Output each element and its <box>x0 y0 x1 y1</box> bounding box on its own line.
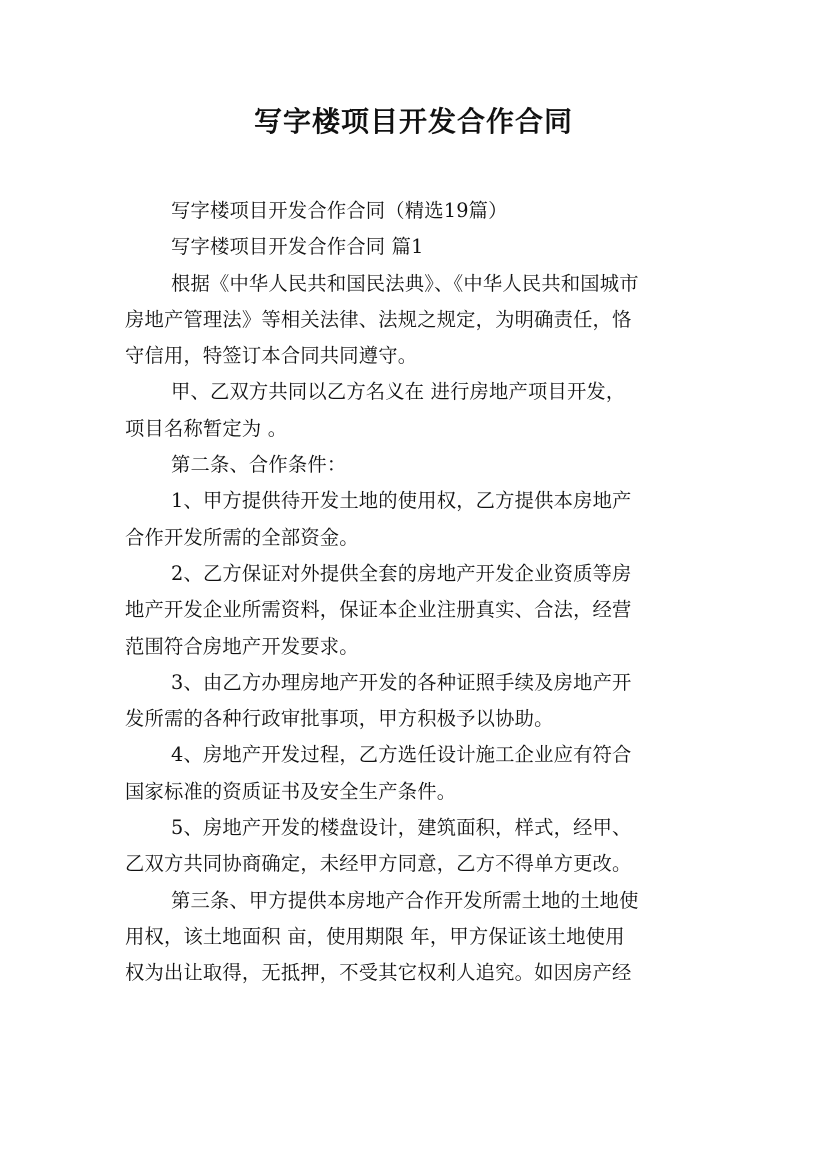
clause-heading: 第二条、合作条件： <box>171 453 347 477</box>
document-title: 写字楼项目开发合作合同 <box>253 105 573 138</box>
paragraph-line: 用权，该土地面积 亩，使用期限 年，甲方保证该土地使用 <box>125 924 625 948</box>
paragraph-line: 守信用，特签订本合同共同遵守。 <box>125 344 418 368</box>
paragraph-line: 4、房地产开发过程，乙方选任设计施工企业应有符合 <box>171 743 632 767</box>
paragraph-line: 2、乙方保证对外提供全套的房地产开发企业资质等房 <box>171 561 632 585</box>
section-heading: 写字楼项目开发合作合同 篇1 <box>171 235 424 259</box>
paragraph-line: 乙双方共同协商确定，未经甲方同意，乙方不得单方更改。 <box>125 852 632 876</box>
paragraph-line: 甲、乙双方共同以乙方名义在 进行房地产项目开发， <box>171 380 626 404</box>
paragraph-line: 第三条、甲方提供本房地产合作开发所需土地的土地使 <box>171 888 639 912</box>
paragraph-line: 根据《中华人民共和国民法典》、《中华人民共和国城市 <box>171 271 639 295</box>
paragraph-line: 项目名称暂定为 。 <box>125 416 288 440</box>
paragraph-line: 范围符合房地产开发要求。 <box>125 634 359 658</box>
subtitle-line: 写字楼项目开发合作合同（精选19篇） <box>171 199 508 222</box>
paragraph-line: 5、房地产开发的楼盘设计，建筑面积，样式，经甲、 <box>171 816 632 840</box>
paragraph-line: 地产开发企业所需资料，保证本企业注册真实、合法，经营 <box>125 598 632 622</box>
paragraph-line: 1、甲方提供待开发土地的使用权，乙方提供本房地产 <box>171 489 632 513</box>
paragraph-line: 权为出让取得，无抵押，不受其它权利人追究。如因房产经 <box>125 961 632 985</box>
paragraph-line: 房地产管理法》等相关法律、法规之规定，为明确责任，恪 <box>125 307 632 331</box>
paragraph-line: 合作开发所需的全部资金。 <box>125 525 359 549</box>
paragraph-line: 发所需的各种行政审批事项，甲方积极予以协助。 <box>125 707 554 731</box>
paragraph-line: 国家标准的资质证书及安全生产条件。 <box>125 779 457 803</box>
paragraph-line: 3、由乙方办理房地产开发的各种证照手续及房地产开 <box>171 670 632 694</box>
document-body <box>125 193 715 992</box>
